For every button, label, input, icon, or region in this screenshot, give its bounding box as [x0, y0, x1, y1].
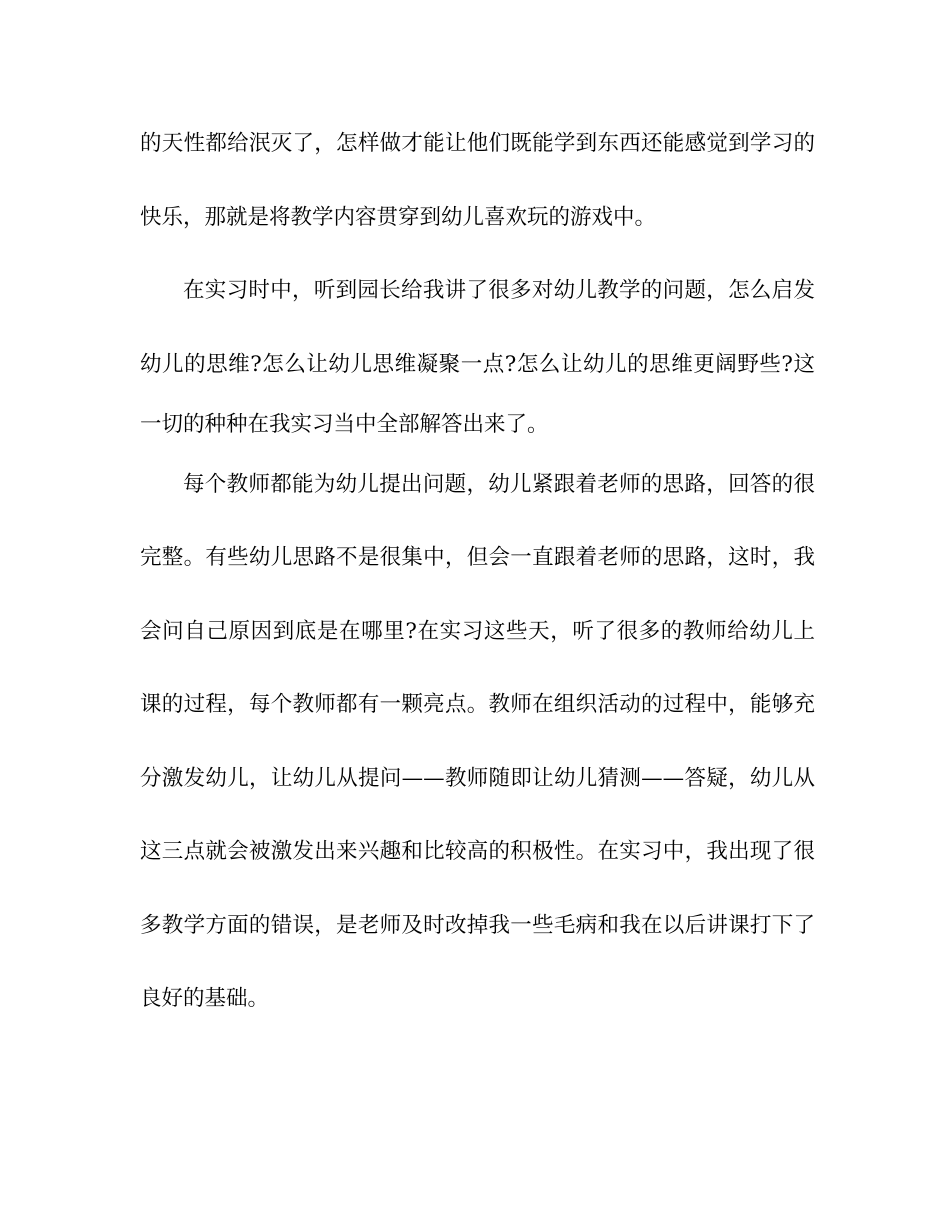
text-line-9: 课的过程，每个教师都有一颗亮点。教师在组织活动的过程中，能够充: [140, 692, 815, 717]
text-line-13: 良好的基础。: [140, 986, 270, 1011]
text-line-11: 这三点就会被激发出来兴趣和比较高的积极性。在实习中，我出现了很: [140, 839, 815, 864]
text-line-10: 分激发幼儿，让幼儿从提问——教师随即让幼儿猜测——答疑，幼儿从: [140, 766, 815, 791]
text-line-12: 多教学方面的错误，是老师及时改掉我一些毛病和我在以后讲课打下了: [140, 913, 815, 938]
text-line-8: 会问自己原因到底是在哪里?在实习这些天，听了很多的教师给幼儿上: [140, 619, 815, 644]
text-line-6: 每个教师都能为幼儿提出问题，幼儿紧跟着老师的思路，回答的很: [183, 472, 815, 497]
text-line-7: 完整。有些幼儿思路不是很集中，但会一直跟着老师的思路，这时，我: [140, 545, 815, 570]
text-line-3: 在实习时中，听到园长给我讲了很多对幼儿教学的问题，怎么启发: [183, 278, 815, 303]
text-line-2: 快乐，那就是将教学内容贯穿到幼儿喜欢玩的游戏中。: [140, 205, 657, 230]
text-line-4: 幼儿的思维?怎么让幼儿思维凝聚一点?怎么让幼儿的思维更阔野些?这: [140, 352, 815, 377]
text-line-5: 一切的种种在我实习当中全部解答出来了。: [140, 412, 549, 437]
text-line-1: 的天性都给泯灭了，怎样做才能让他们既能学到东西还能感觉到学习的: [140, 131, 815, 156]
